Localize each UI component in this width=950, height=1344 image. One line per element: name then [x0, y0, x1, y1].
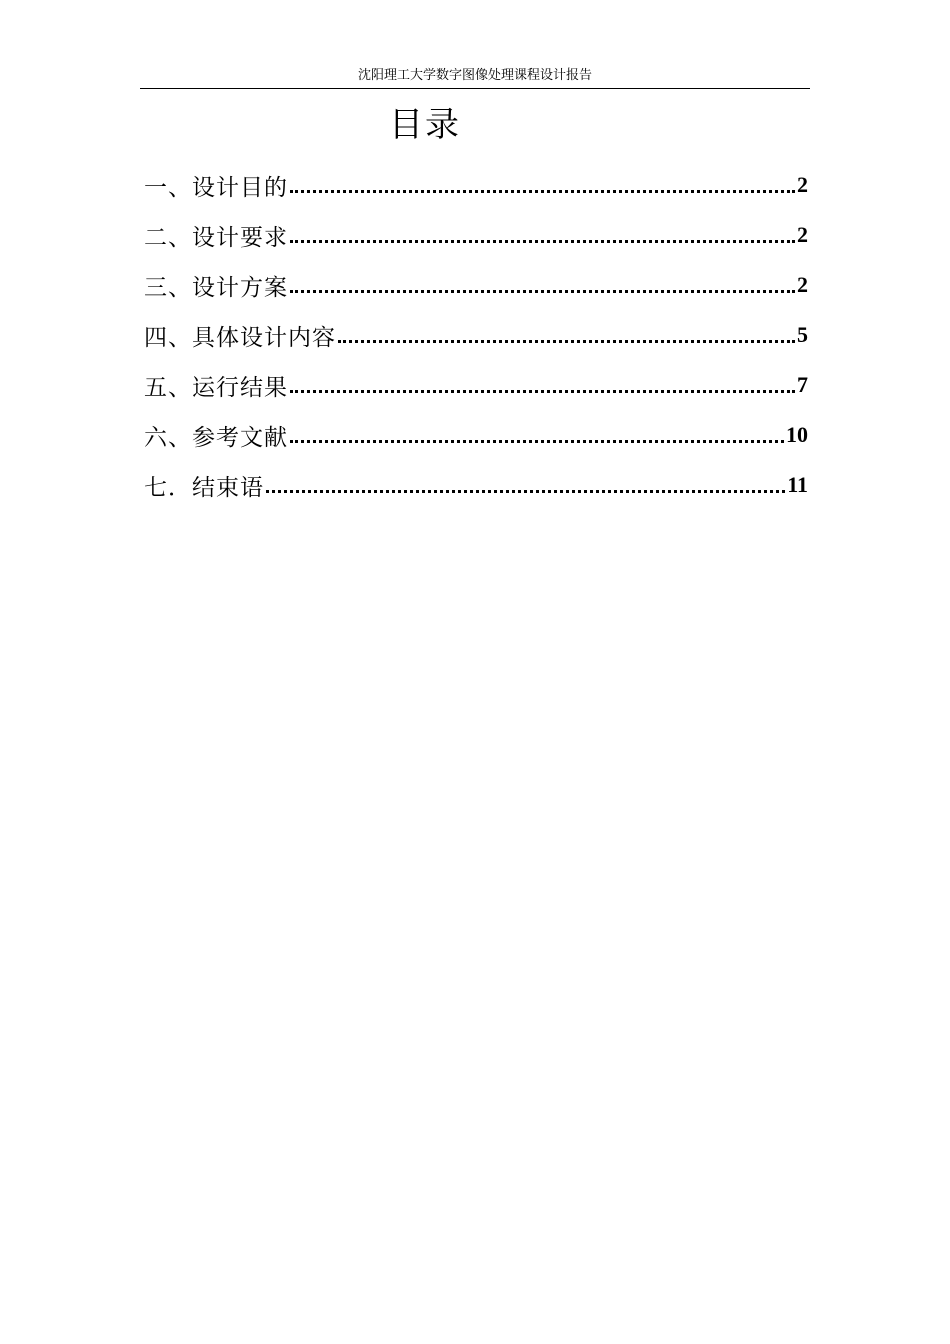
toc-entry-page-number: 2	[797, 272, 808, 297]
toc-entry-label: 六、参考文献	[144, 424, 288, 451]
dot-leader	[266, 470, 785, 493]
toc-entry-design-content[interactable]	[144, 310, 808, 360]
toc-entry-label: 四、具体设计内容	[144, 324, 336, 351]
table-of-contents	[144, 160, 808, 510]
dot-leader	[290, 370, 795, 393]
running-header: 沈阳理工大学数字图像处理课程设计报告	[140, 64, 810, 89]
toc-entry-page-number: 2	[797, 172, 808, 197]
toc-entry-references[interactable]	[144, 410, 808, 460]
toc-entry-label: 七．结束语	[144, 474, 264, 501]
toc-entry-label: 二、设计要求	[144, 224, 288, 251]
toc-entry-page-number: 10	[786, 422, 808, 447]
toc-entry-page-number: 7	[797, 372, 808, 397]
toc-entry-conclusion[interactable]	[144, 460, 808, 510]
dot-leader	[290, 220, 795, 243]
dot-leader	[290, 270, 795, 293]
toc-entry-design-plan[interactable]	[144, 260, 808, 310]
dot-leader	[290, 420, 784, 443]
toc-entry-run-results[interactable]	[144, 360, 808, 410]
toc-entry-design-requirements[interactable]	[144, 210, 808, 260]
toc-entry-page-number: 2	[797, 222, 808, 247]
toc-entry-page-number: 11	[787, 472, 808, 497]
dot-leader	[338, 320, 795, 343]
toc-title: 目录	[389, 105, 461, 145]
toc-entry-design-purpose[interactable]	[144, 160, 808, 210]
toc-entry-label: 五、运行结果	[144, 374, 288, 401]
toc-entry-label: 三、设计方案	[144, 274, 288, 301]
dot-leader	[290, 170, 795, 193]
toc-entry-page-number: 5	[797, 322, 808, 347]
toc-entry-label: 一、设计目的	[144, 174, 288, 201]
